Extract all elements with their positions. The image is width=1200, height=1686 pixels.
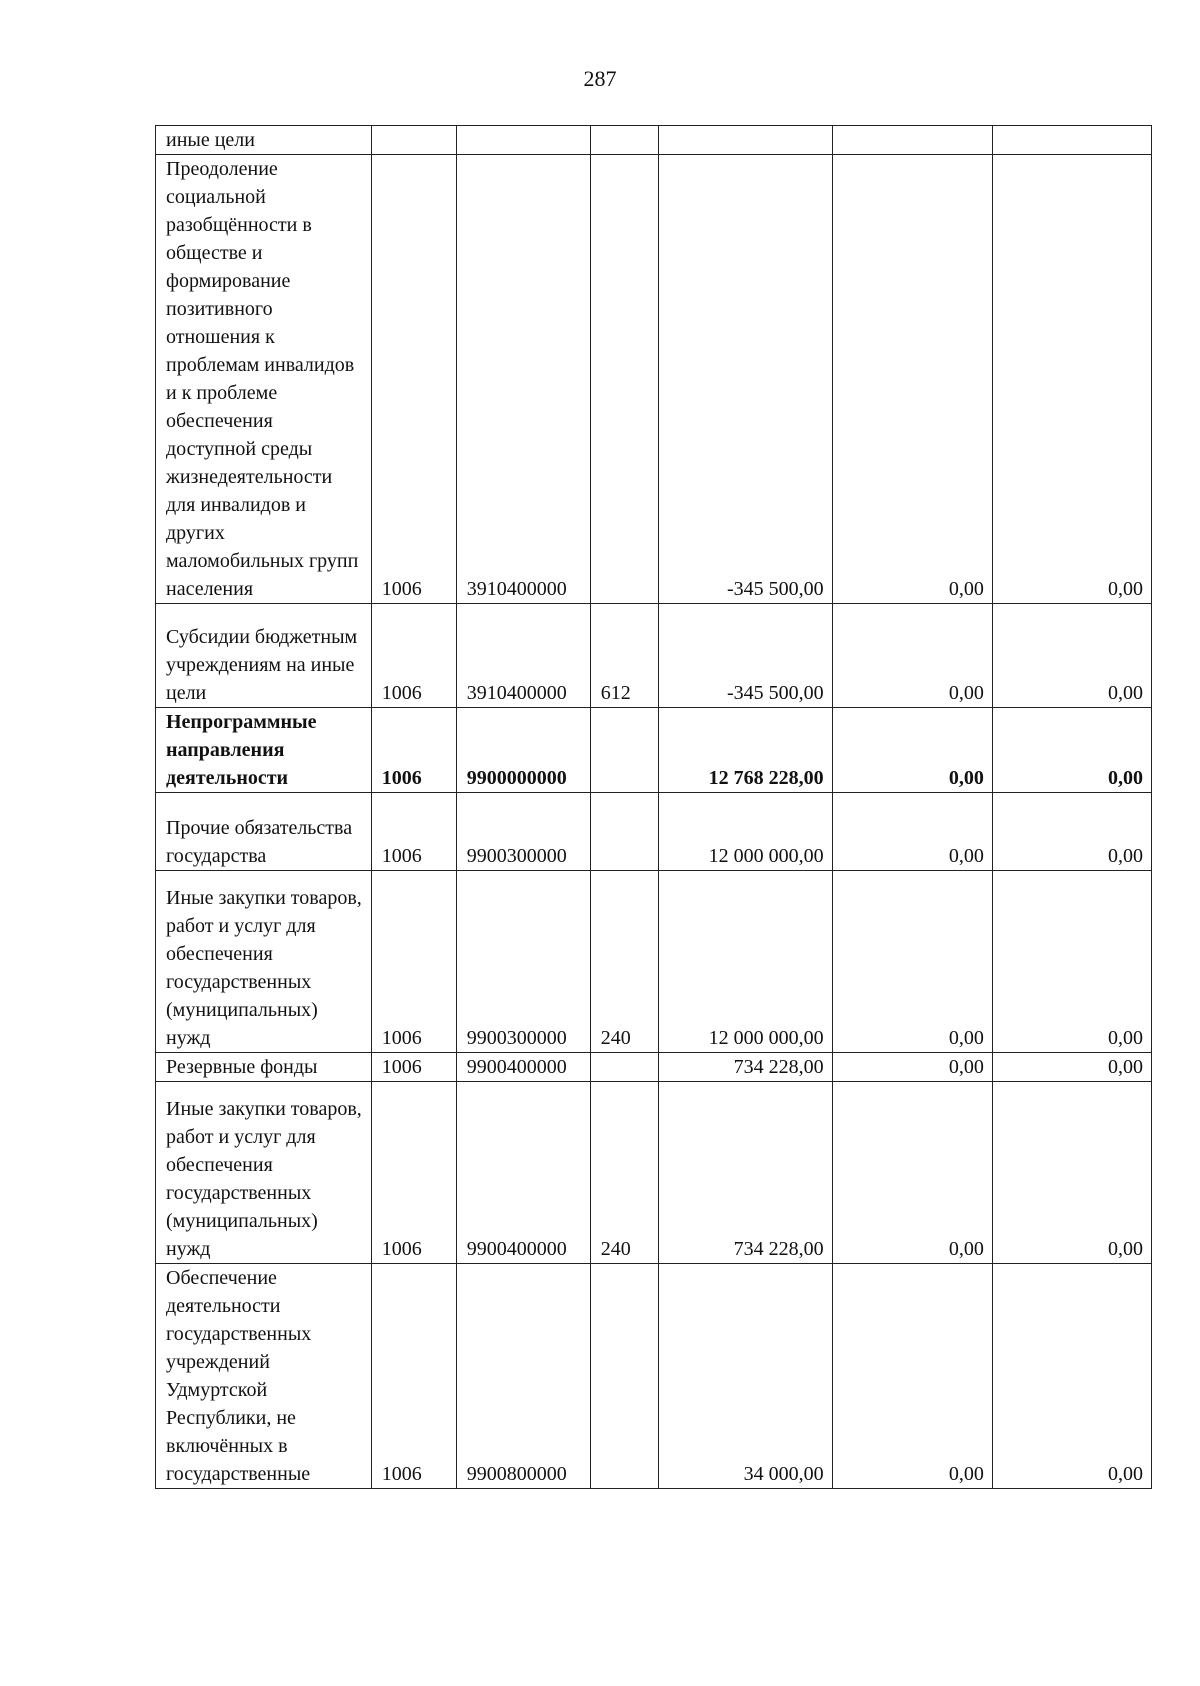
cell-name: иные цели — [156, 126, 372, 155]
cell-target-code: 3910400000 — [456, 604, 590, 708]
table-row — [156, 1264, 1152, 1489]
cell-amount: 12 000 000,00 — [659, 793, 832, 871]
cell-amount-year3: 0,00 — [992, 1082, 1151, 1264]
cell-expense-type: 612 — [590, 604, 659, 708]
cell-name: Непрограммные направления деятельности — [156, 708, 372, 793]
cell-amount: 34 000,00 — [659, 1264, 832, 1489]
cell-name: Иные закупки товаров, работ и услуг для обеспечения государственных (муниципальных) нужд — [156, 871, 372, 1053]
cell-expense-type — [590, 155, 659, 604]
cell-amount-year3: 0,00 — [992, 155, 1151, 604]
cell-target-code — [456, 126, 590, 155]
cell-target-code: 9900000000 — [456, 708, 590, 793]
cell-expense-type — [590, 793, 659, 871]
cell-amount: 734 228,00 — [659, 1082, 832, 1264]
cell-amount-year3: 0,00 — [992, 793, 1151, 871]
cell-expense-type: 240 — [590, 1082, 659, 1264]
cell-target-code: 9900400000 — [456, 1082, 590, 1264]
cell-target-code: 9900800000 — [456, 1264, 590, 1489]
cell-section-code: 1006 — [371, 1053, 456, 1082]
cell-amount — [659, 126, 832, 155]
cell-amount-year2: 0,00 — [832, 1082, 992, 1264]
cell-amount-year2: 0,00 — [832, 155, 992, 604]
cell-expense-type — [590, 1053, 659, 1082]
cell-amount-year3: 0,00 — [992, 1053, 1151, 1082]
cell-section-code: 1006 — [371, 708, 456, 793]
table-row — [156, 708, 1152, 793]
table-body — [156, 126, 1152, 1489]
cell-name: Резервные фонды — [156, 1053, 372, 1082]
cell-target-code: 9900300000 — [456, 871, 590, 1053]
budget-table — [155, 125, 1152, 1489]
cell-amount-year2: 0,00 — [832, 708, 992, 793]
cell-name: Обеспечение деятельности государственных учреждений Удмуртской Республики, не включённых в государственные — [156, 1264, 372, 1489]
table-row — [156, 604, 1152, 708]
cell-amount-year2: 0,00 — [832, 1053, 992, 1082]
cell-section-code — [371, 126, 456, 155]
cell-amount-year3: 0,00 — [992, 604, 1151, 708]
cell-amount: -345 500,00 — [659, 155, 832, 604]
cell-name: Субсидии бюджетным учреждениям на иные цели — [156, 604, 372, 708]
table-row — [156, 793, 1152, 871]
cell-name: Преодоление социальной разобщённости в обществе и формирование позитивного отношения к проблемам инвалидов и к проблеме обеспечения доступной среды жизнедеятельности для инвалидов и других маломобильных групп населения — [156, 155, 372, 604]
cell-section-code: 1006 — [371, 871, 456, 1053]
cell-name: Прочие обязательства государства — [156, 793, 372, 871]
cell-amount: 12 768 228,00 — [659, 708, 832, 793]
cell-amount: -345 500,00 — [659, 604, 832, 708]
cell-amount-year2: 0,00 — [832, 604, 992, 708]
cell-amount-year2 — [832, 126, 992, 155]
cell-amount-year2: 0,00 — [832, 871, 992, 1053]
cell-expense-type — [590, 708, 659, 793]
cell-name: Иные закупки товаров, работ и услуг для обеспечения государственных (муниципальных) нужд — [156, 1082, 372, 1264]
table-row — [156, 126, 1152, 155]
table-row — [156, 155, 1152, 604]
cell-target-code: 3910400000 — [456, 155, 590, 604]
cell-expense-type — [590, 1264, 659, 1489]
cell-amount-year3: 0,00 — [992, 871, 1151, 1053]
cell-section-code: 1006 — [371, 1264, 456, 1489]
cell-amount-year3: 0,00 — [992, 708, 1151, 793]
table-row — [156, 871, 1152, 1053]
cell-section-code: 1006 — [371, 793, 456, 871]
cell-section-code: 1006 — [371, 155, 456, 604]
cell-amount: 734 228,00 — [659, 1053, 832, 1082]
cell-section-code: 1006 — [371, 604, 456, 708]
cell-section-code: 1006 — [371, 1082, 456, 1264]
page-number: 287 — [583, 66, 617, 91]
cell-amount-year3 — [992, 126, 1151, 155]
cell-amount: 12 000 000,00 — [659, 871, 832, 1053]
cell-target-code: 9900400000 — [456, 1053, 590, 1082]
table-row — [156, 1082, 1152, 1264]
cell-expense-type — [590, 126, 659, 155]
cell-target-code: 9900300000 — [456, 793, 590, 871]
cell-amount-year2: 0,00 — [832, 793, 992, 871]
cell-amount-year2: 0,00 — [832, 1264, 992, 1489]
cell-expense-type: 240 — [590, 871, 659, 1053]
table-row — [156, 1053, 1152, 1082]
cell-amount-year3: 0,00 — [992, 1264, 1151, 1489]
